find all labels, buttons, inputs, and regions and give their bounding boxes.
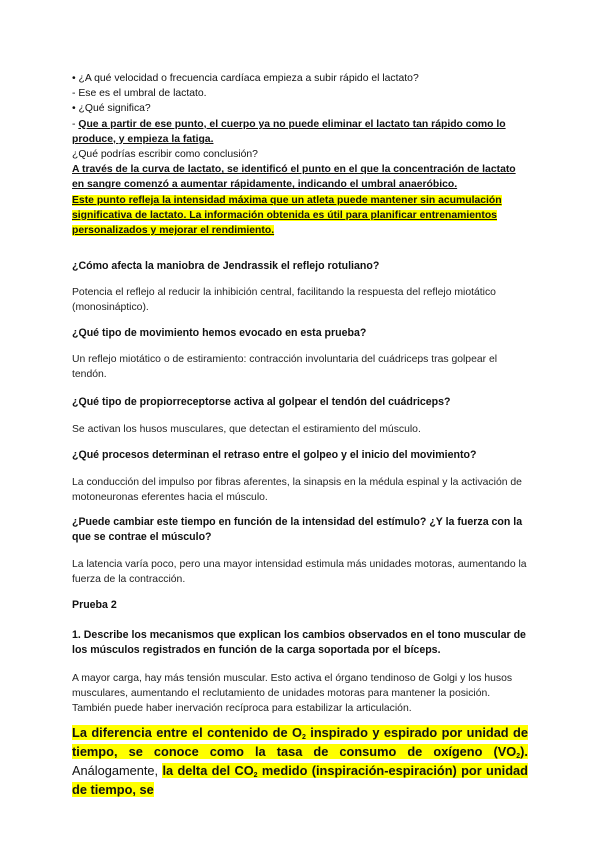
intro-line-4 <box>72 117 528 147</box>
intro-line-5: ¿Qué podrías escribir como conclusión? <box>72 149 258 161</box>
vo2-highlight <box>72 725 528 759</box>
conclusion-plain: A través de la curva de lactato, se identificó el punto en el que la concentración de lactato en sangre comenzó a aumentar rápidamente, indicando el umbral anaeróbico. <box>72 164 516 191</box>
vo2-paragraph-line-group <box>72 723 528 799</box>
qa-item-2 <box>72 326 528 382</box>
o2-subscript: 2 <box>301 734 306 741</box>
qa-answer: La latencia varía poco, pero una mayor intensidad estimula más unidades motoras, aumentando la fuerza de la contracción. <box>72 559 527 586</box>
section-2-question: 1. Describe los mecanismos que explican los cambios observados en el tono muscular de los músculos registrados en función de la carga soportada por el bíceps. <box>72 629 526 656</box>
intro-line-3: • ¿Qué significa? <box>72 103 151 115</box>
intro-line-2: - Ese es el umbral de lactato. <box>72 88 207 100</box>
qa-item-1 <box>72 259 528 315</box>
qa-item-3 <box>72 395 528 437</box>
qa-answer: La conducción del impulso por fibras aferentes, la sinapsis en la médula espinal y la activación de motoneuronas eferentes hacia el músculo. <box>72 477 522 504</box>
section-2-answer: A mayor carga, hay más tensión muscular. Esto activa el órgano tendinoso de Golgi y los husos musculares, aumentando el reclutamiento de unidades motoras para mantener la posición. También puede haber inervación recíproca para estabilizar la articulación. <box>72 673 513 715</box>
section-2 <box>72 598 528 717</box>
intro-line-4-bold: Que a partir de ese punto, el cuerpo ya no puede eliminar el lactato tan rápido como lo produce, y empieza la fatiga. <box>72 118 506 145</box>
qa-item-5 <box>72 515 528 587</box>
qa-question: ¿Qué procesos determinan el retraso entre el golpeo y el inicio del movimiento? <box>72 449 477 461</box>
qa-answer: Se activan los husos musculares, que detectan el estiramiento del músculo. <box>72 424 421 435</box>
qa-item-4 <box>72 448 528 505</box>
vo2-text-b: inspirado y espirado por unidad de tiempo, se conoce como la tasa de consumo de oxígeno (VO <box>72 725 528 759</box>
qa-question: ¿Cómo afecta la maniobra de Jendrassik el reflejo rotuliano? <box>72 260 380 272</box>
vo2-text-rest: Análogamente, <box>72 763 159 778</box>
co2-text-a: la delta del CO <box>162 763 254 778</box>
qa-question: ¿Qué tipo de movimiento hemos evocado en esta prueba? <box>72 327 367 339</box>
qa-question: ¿Puede cambiar este tiempo en función de la intensidad del estímulo? ¿Y la fuerza con la que se contrae el músculo? <box>72 516 523 543</box>
vo2-subscript: 2 <box>516 753 521 760</box>
vo2-text-a: La diferencia entre el contenido de O <box>72 725 302 740</box>
qa-answer: Potencia el reflejo al reducir la inhibición central, facilitando la respuesta del reflejo miotático (monosináptico). <box>72 287 496 314</box>
intro-line-1: • ¿A qué velocidad o frecuencia cardíaca empieza a subir rápido el lactato? <box>72 73 419 84</box>
qa-question: ¿Qué tipo de propiorreceptorse activa al golpear el tendón del cuádriceps? <box>72 396 451 408</box>
section-2-heading: Prueba 2 <box>72 599 117 611</box>
qa-answer: Un reflejo miotático o de estiramiento: contracción involuntaria del cuádriceps tras golpear el tendón. <box>72 354 498 381</box>
vo2-text-c: ). <box>520 744 528 759</box>
conclusion-highlight-text: Este punto refleja la intensidad máxima que un atleta puede mantener sin acumulación significativa de lactato. La información obtenida es útil para planificar entrenamientos personalizados y mejorar el rendimiento. <box>72 194 502 237</box>
intro-section <box>72 71 528 238</box>
co2-subscript: 2 <box>253 772 258 779</box>
vo2-paragraph <box>72 723 528 799</box>
conclusion-highlight <box>72 193 528 239</box>
co2-text-b: medido (inspiración-espiración) por unidad de tiempo, se <box>72 763 528 797</box>
intro-line-4-dash: - <box>72 118 79 130</box>
